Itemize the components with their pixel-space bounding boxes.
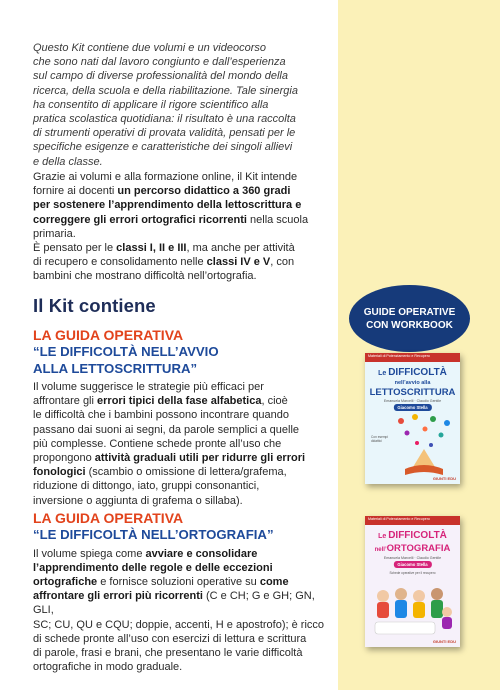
text: e fornisce soluzioni operative su bbox=[97, 575, 260, 588]
bold-text: per sostenere l’apprendimento della lettoscrittura e bbox=[33, 199, 302, 212]
text: , ma anche per attività bbox=[186, 242, 295, 255]
text: Materiali di Potenziamento e Recupero bbox=[368, 517, 430, 521]
text: bambini che mostrano difficoltà nell’ortografia. bbox=[33, 270, 257, 283]
bold-text: avviare e consolidare bbox=[145, 547, 258, 560]
text: SC; CU, QU e CQU; doppie, accenti, H e apostrofo); è ricco bbox=[33, 618, 325, 631]
text bbox=[365, 543, 460, 554]
cover-band bbox=[365, 516, 460, 525]
text: nell’avvio alla bbox=[394, 380, 431, 386]
book-cover-ortografia bbox=[365, 516, 460, 647]
text: È pensato per le bbox=[33, 242, 117, 255]
text: Le bbox=[378, 370, 387, 377]
text: fornire ai docenti bbox=[33, 185, 118, 198]
text: Con esempi didattici bbox=[371, 435, 389, 443]
text: di schede pronte all’uso con esercizi di lettura e scrittura bbox=[33, 632, 307, 645]
guide-two-section bbox=[33, 510, 333, 674]
text: DIFFICOLTÀ bbox=[388, 530, 447, 541]
text: Materiali di Potenziamento e Recupero bbox=[368, 354, 430, 358]
bold-text: un percorso didattico a 360 gradi bbox=[117, 185, 291, 198]
guide-two-subtitle: “LE DIFFICOLTÀ NELL’ORTOGRAFIA” bbox=[33, 527, 274, 542]
intro-line: Questo Kit contiene due volumi e un videocorso bbox=[33, 42, 266, 54]
book-cover-lettoscrittura bbox=[365, 353, 460, 484]
text: inversione o aggiunta di grafema o sillaba). bbox=[33, 494, 243, 507]
description-paragraph bbox=[33, 170, 333, 284]
text: , con bbox=[270, 256, 295, 269]
guide-one-subtitle: ALLA LETTOSCRITTURA” bbox=[33, 360, 198, 376]
text: più complesse. Contiene schede pronte all’uso che bbox=[33, 437, 282, 450]
text: di parole, frasi e brani, che presentano le varie difficoltà bbox=[33, 646, 303, 659]
text: ORTOGRAFIA bbox=[386, 543, 451, 554]
text: di recupero e consolidamento nelle bbox=[33, 256, 207, 269]
bold-text: l’apprendimento delle regole e delle eccezioni bbox=[33, 561, 273, 574]
badge-line: CON WORKBOOK bbox=[366, 319, 453, 331]
text: , cioè bbox=[261, 395, 288, 408]
badge-line: GUIDE OPERATIVE bbox=[363, 306, 456, 318]
guide-one-heading: LA GUIDA OPERATIVA bbox=[33, 327, 184, 343]
text: (C e CH; G e GH; GN, GLI, bbox=[33, 590, 315, 617]
bold-text: classi IV e V bbox=[206, 256, 271, 269]
text: affrontare gli bbox=[33, 395, 98, 408]
text: LETTOSCRITTURA bbox=[369, 387, 456, 398]
bold-text: ortografiche bbox=[33, 575, 98, 588]
guide-two-heading: LA GUIDA OPERATIVA bbox=[33, 510, 184, 526]
intro-line: che sono nati dal lavoro congiunto e dall’esperienza bbox=[33, 56, 286, 69]
text: Giacomo Stella bbox=[393, 404, 431, 411]
cover-illustration bbox=[393, 413, 455, 479]
text: GIUNTI EDU bbox=[432, 476, 456, 481]
text: Schede operative per il recupero bbox=[389, 571, 436, 575]
bold-text: errori tipici della fase alfabetica bbox=[97, 395, 262, 408]
guide-one-section bbox=[33, 327, 333, 508]
text: ortografiche in modo graduale. bbox=[33, 661, 183, 674]
bold-text: come bbox=[259, 575, 289, 588]
intro-paragraph bbox=[33, 41, 333, 169]
bold-text: affrontare gli errori più ricorrenti bbox=[33, 590, 203, 603]
text: propongono bbox=[33, 452, 95, 465]
kit-section-title: Il Kit contiene bbox=[33, 295, 156, 316]
text: Le bbox=[378, 533, 387, 540]
cover-children-illustration bbox=[371, 582, 455, 638]
text: Giacomo Stella bbox=[393, 561, 431, 568]
text bbox=[365, 367, 460, 378]
guide-two-body bbox=[33, 547, 333, 675]
text: Grazie ai volumi e alla formazione online, il Kit intende bbox=[33, 171, 298, 183]
bold-text: correggere gli errori ortografici ricorrenti bbox=[33, 213, 247, 226]
text: riduzione di dittongo, iato, gruppi consonantici, bbox=[33, 480, 260, 493]
text: Emanuela Marcelli · Claudio Gentile bbox=[383, 399, 442, 403]
intro-line: pratica scolastica quotidiana: il risultato è una raccolta bbox=[33, 113, 296, 126]
text: Emanuela Marcelli · Claudio Gentile bbox=[383, 556, 442, 560]
text: GIUNTI EDU bbox=[432, 639, 456, 644]
text: le difficoltà che i bambini possono incontrare quando bbox=[33, 409, 290, 422]
intro-line: sul campo di diverse professionalità del mondo della bbox=[33, 70, 288, 83]
text: nella scuola bbox=[246, 213, 309, 226]
guide-one-subtitle: “LE DIFFICOLTÀ NELL’AVVIO bbox=[33, 344, 219, 359]
text: (scambio o omissione di lettera/grafema, bbox=[85, 466, 287, 479]
bold-text: fonologici bbox=[33, 466, 86, 479]
text: Il volume spiega come bbox=[33, 547, 146, 560]
guide-badge bbox=[349, 285, 470, 352]
text: passano dai suoni ai segni, da parole semplici a quelle bbox=[33, 423, 300, 436]
text: Il volume suggerisce le strategie più efficaci per bbox=[33, 381, 264, 393]
bold-text: classi I, II e III bbox=[116, 242, 187, 255]
intro-line: di strumenti operativi di provata validità, pensati per le bbox=[33, 127, 296, 140]
text: nell’ bbox=[374, 547, 387, 553]
intro-line: ha consentito di applicare il rigore scientifico alla bbox=[33, 98, 269, 111]
cover-band bbox=[365, 353, 460, 362]
text: primaria. bbox=[33, 227, 76, 240]
intro-line: specifiche esigenze e caratteristiche dei singoli allievi bbox=[33, 141, 293, 154]
intro-line: e della classe. bbox=[33, 155, 103, 168]
guide-one-body bbox=[33, 380, 333, 508]
text: DIFFICOLTÀ bbox=[388, 367, 447, 378]
text bbox=[365, 530, 460, 541]
intro-line: ricerca, della scuola e della riabilitazione. Tale sinergia bbox=[33, 84, 298, 97]
bold-text: attività graduali utili per ridurre gli errori bbox=[94, 452, 306, 465]
